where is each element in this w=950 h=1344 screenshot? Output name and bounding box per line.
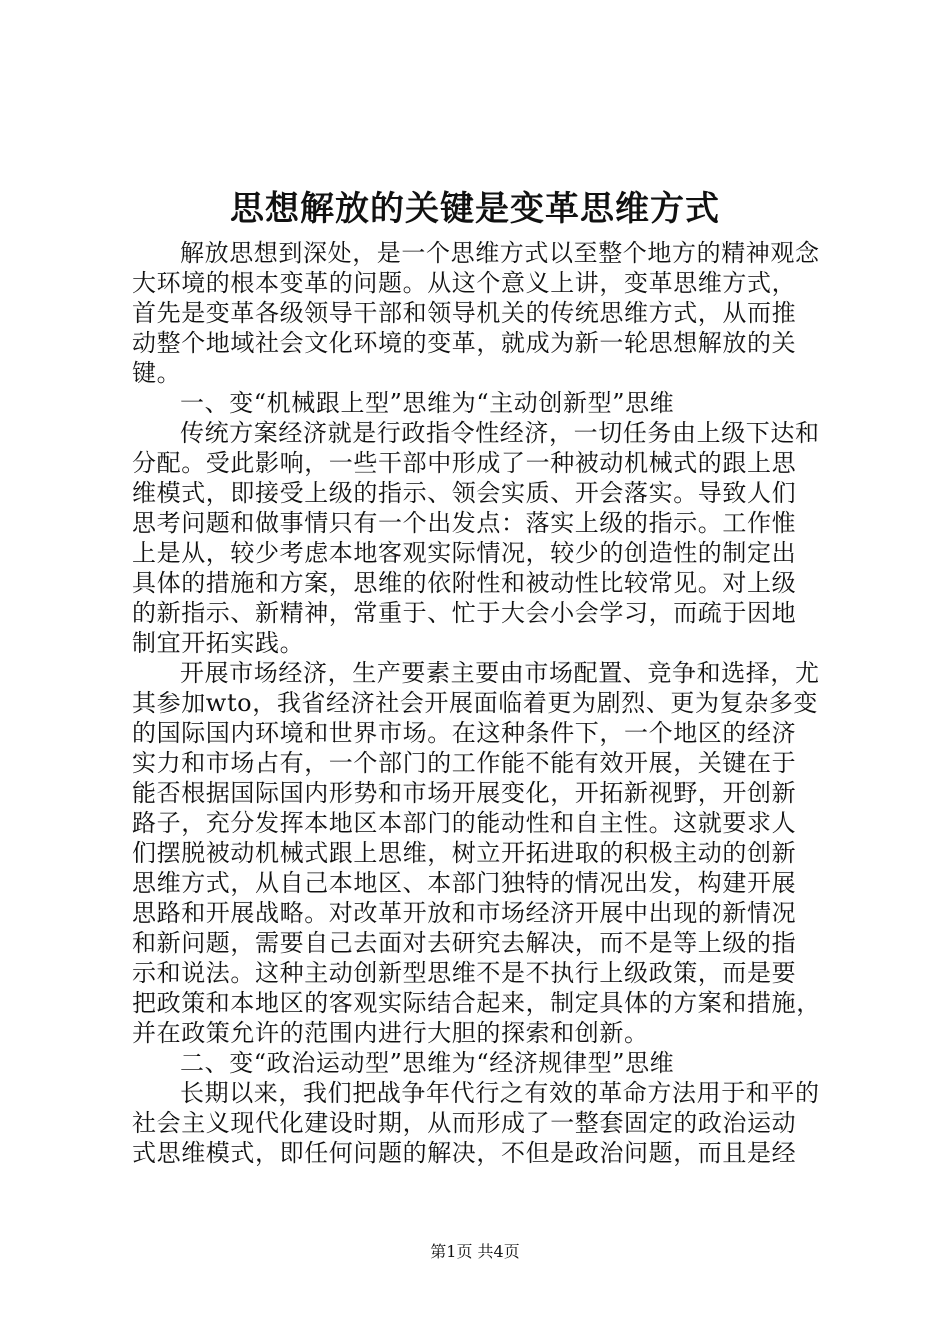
- paragraph-line: 路子，充分发挥本地区本部门的能动性和自主性。这就要求人: [132, 809, 797, 837]
- paragraph-line: 并在政策允许的范围内进行大胆的探索和创新。: [132, 1019, 649, 1047]
- paragraph-line: 上是从，较少考虑本地客观实际情况，较少的创造性的制定出: [132, 539, 797, 567]
- document-title: 思想解放的关键是变革思维方式: [230, 189, 720, 229]
- paragraph-line: 动整个地域社会文化环境的变革，就成为新一轮思想解放的关: [132, 329, 797, 357]
- paragraph-line: 思路和开展战略。对改革开放和市场经济开展中出现的新情况: [132, 899, 797, 927]
- paragraph-line: 把政策和本地区的客观实际结合起来，制定具体的方案和措施，: [132, 989, 821, 1017]
- paragraph-line: 开展市场经济，生产要素主要由市场配置、竞争和选择，尤: [180, 659, 820, 687]
- page-footer: 第1页 共4页: [430, 1242, 520, 1261]
- document-body: [132, 238, 832, 1168]
- paragraph-line: 式思维模式，即任何问题的解决，不但是政治问题，而且是经: [132, 1139, 797, 1167]
- paragraph-line: 维模式，即接受上级的指示、领会实质、开会落实。导致人们: [132, 479, 797, 507]
- paragraph-line: 社会主义现代化建设时期，从而形成了一整套固定的政治运动: [132, 1109, 797, 1137]
- paragraph-line: 们摆脱被动机械式跟上思维，树立开拓进取的积极主动的创新: [132, 839, 797, 867]
- paragraph-line: 能否根据国际国内形势和市场开展变化，开拓新视野，开创新: [132, 779, 797, 807]
- paragraph-line: 其参加wto，我省经济社会开展面临着更为剧烈、更为复杂多变: [132, 689, 819, 717]
- section-heading: 一、变“机械跟上型”思维为“主动创新型”思维: [180, 389, 675, 417]
- section-heading: 二、变“政治运动型”思维为“经济规律型”思维: [180, 1049, 675, 1077]
- paragraph-line: 首先是变革各级领导干部和领导机关的传统思维方式，从而推: [132, 299, 797, 327]
- paragraph-line: 和新问题，需要自己去面对去研究去解决，而不是等上级的指: [132, 929, 797, 957]
- paragraph-line: 长期以来，我们把战争年代行之有效的革命方法用于和平的: [180, 1079, 820, 1107]
- paragraph-line: 解放思想到深处，是一个思维方式以至整个地方的精神观念: [180, 239, 820, 267]
- paragraph-line: 思维方式，从自己本地区、本部门独特的情况出发，构建开展: [132, 869, 797, 897]
- paragraph-line: 示和说法。这种主动创新型思维不是不执行上级政策，而是要: [132, 959, 797, 987]
- paragraph-line: 传统方案经济就是行政指令性经济，一切任务由上级下达和: [180, 419, 820, 447]
- paragraph-line: 分配。受此影响，一些干部中形成了一种被动机械式的跟上思: [132, 449, 797, 477]
- paragraph-line: 键。: [132, 359, 182, 387]
- paragraph-line: 实力和市场占有，一个部门的工作能不能有效开展，关键在于: [132, 749, 797, 777]
- paragraph-line: 制宜开拓实践。: [132, 629, 305, 657]
- paragraph-line: 具体的措施和方案，思维的依附性和被动性比较常见。对上级: [132, 569, 797, 597]
- paragraph-line: 的新指示、新精神，常重于、忙于大会小会学习，而疏于因地: [132, 599, 797, 627]
- paragraph-line: 的国际国内环境和世界市场。在这种条件下，一个地区的经济: [132, 719, 797, 747]
- paragraph-line: 思考问题和做事情只有一个出发点：落实上级的指示。工作惟: [132, 509, 797, 537]
- paragraph-line: 大环境的根本变革的问题。从这个意义上讲，变革思维方式，: [132, 269, 797, 297]
